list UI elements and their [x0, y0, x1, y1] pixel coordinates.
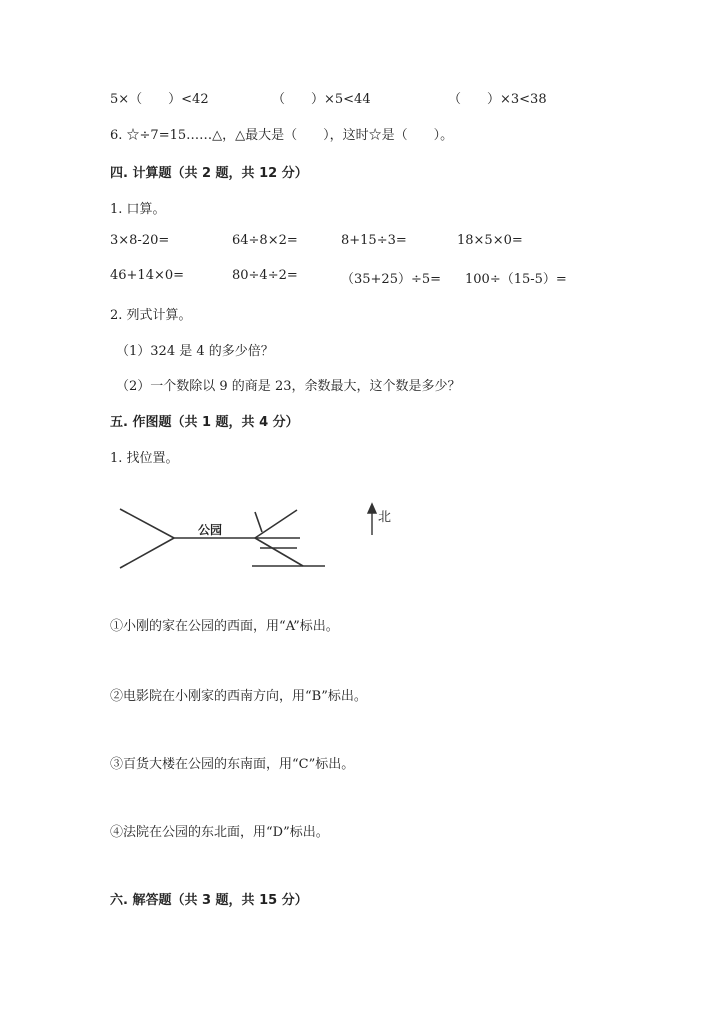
road-west-lower	[120, 538, 174, 568]
location-map	[110, 500, 410, 580]
oral-calc-1: 3×8-20=	[110, 233, 170, 248]
s4-q1-title: 1. 口算。	[110, 202, 166, 217]
section-4-heading: 四. 计算题（共 2 题，共 12 分）	[110, 166, 308, 181]
s4-q2-2: （2）一个数除以 9 的商是 23，余数最大，这个数是多少？	[116, 379, 461, 394]
oral-calc-3: 8+15÷3=	[341, 233, 407, 248]
ineq-3: （ ）×3<38	[448, 92, 547, 107]
north-arrow-icon	[368, 504, 376, 513]
road-n	[255, 512, 262, 532]
road-west-upper	[120, 509, 174, 538]
oral-calc-4: 18×5×0=	[457, 233, 523, 248]
question-6: 6. ☆÷7=15……△，△最大是（ ），这时☆是（ ）。	[110, 128, 454, 143]
task-3: ③百货大楼在公园的东南面，用“C”标出。	[110, 757, 355, 772]
section-6-heading: 六. 解答题（共 3 题，共 15 分）	[110, 893, 308, 908]
oral-calc-5: 46+14×0=	[110, 268, 185, 283]
task-1: ①小刚的家在公园的西面，用“A”标出。	[110, 619, 339, 634]
ineq-1: 5×（ ）<42	[110, 92, 209, 107]
s5-q1-title: 1. 找位置。	[110, 451, 179, 466]
task-4: ④法院在公园的东北面，用“D”标出。	[110, 825, 329, 840]
road-ne	[255, 510, 297, 538]
oral-calc-2: 64÷8×2=	[232, 233, 298, 248]
road-se	[255, 538, 303, 566]
task-2: ②电影院在小刚家的西南方向，用“B”标出。	[110, 689, 367, 704]
s4-q2-1: （1）324 是 4 的多少倍？	[116, 344, 274, 359]
map-label-north: 北	[378, 509, 392, 524]
oral-calc-8: 100÷（15-5）=	[465, 272, 567, 287]
section-5-heading: 五. 作图题（共 1 题，共 4 分）	[110, 415, 299, 430]
map-label-park: 公园	[198, 523, 223, 537]
oral-calc-6: 80÷4÷2=	[232, 268, 298, 283]
ineq-2: （ ）×5<44	[272, 92, 371, 107]
oral-calc-7: （35+25）÷5=	[341, 272, 442, 287]
s4-q2-title: 2. 列式计算。	[110, 308, 192, 323]
